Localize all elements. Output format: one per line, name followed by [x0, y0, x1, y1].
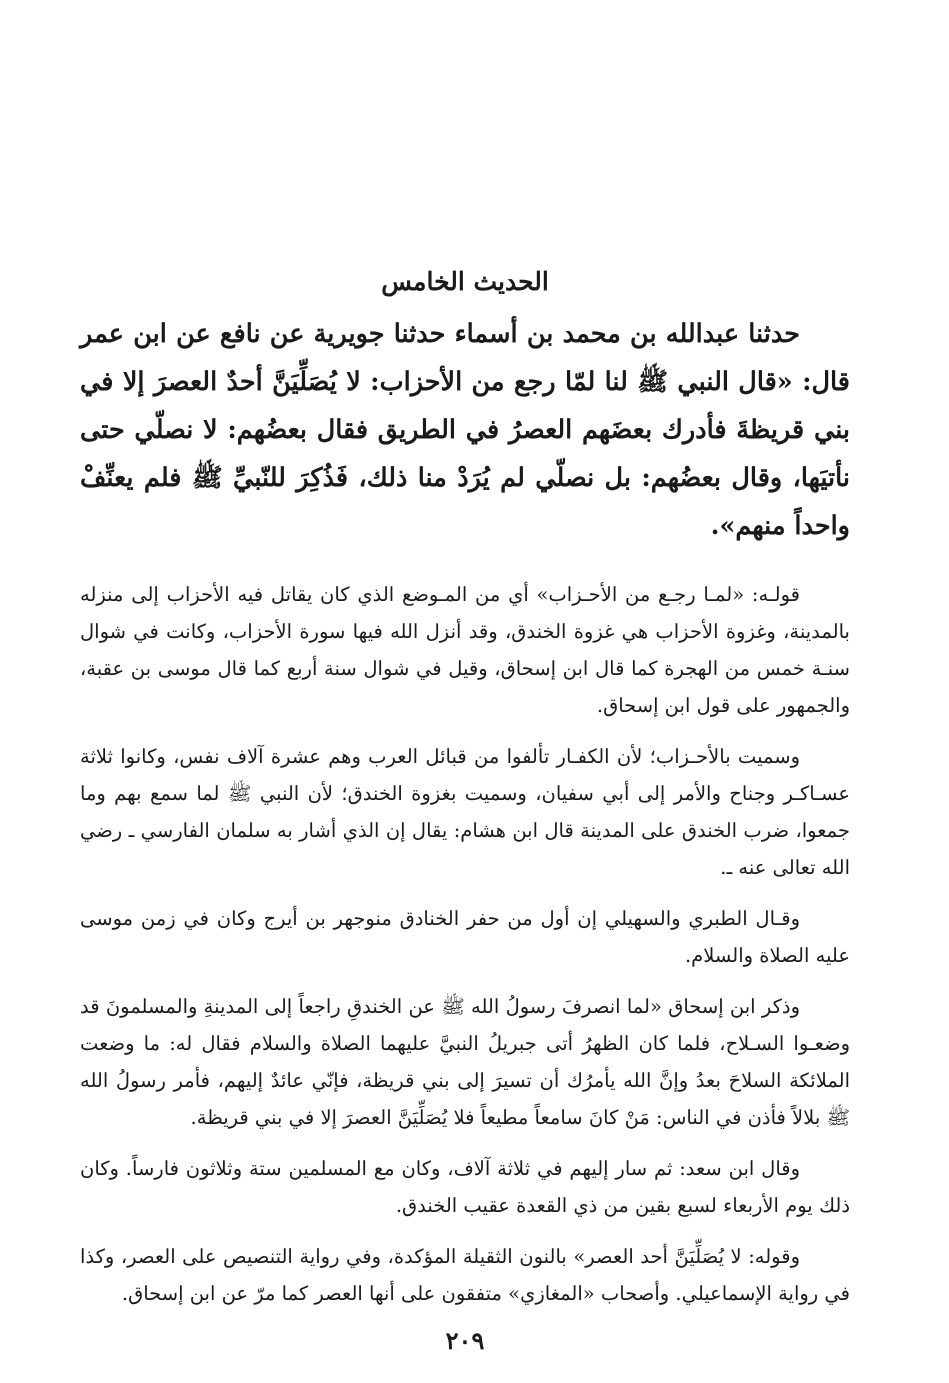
- page-number: ٢٠٩: [445, 1326, 485, 1355]
- commentary-paragraph-6: وقوله: لا يُصَلِّيَنَّ أحد العصر» بالنون الثقيلة المؤكدة، وفي رواية التنصيص على العصر، وكذا في رواية الإسماعيلي. وأصحاب «المغازي» متفقون على أنها العصر كما مرّ عن ابن إسحاق.: [80, 1245, 850, 1305]
- commentary-paragraph-2: وسميت بالأحـزاب؛ لأن الكفـار تألفوا من قبائل العرب وهم عشرة آلاف نفس، وكانوا ثلاثة عسـاكـر وجناح والأمر إلى أبي سفيان، وسميت بغزوة الخندق؛ لأن النبي ﷺ لما سمع بهم وما جمعوا، ضرب الخندق على المدينة قال ابن هشام: يقال إن الذي أشار به سلمان الفارسي ـ رضي الله تعالى عنه ـ.: [80, 745, 850, 879]
- commentary-paragraph-1: قولـه: «لمـا رجـع من الأحـزاب» أي من المـوضع الذي كان يقاتل فيه الأحزاب إلى منزله بالمدينة، وغزوة الأحزاب هي غزوة الخندق، وقد أنزل الله فيها سورة الأحزاب، وكانت في شوال سنـة خمس من الهجرة كما قال ابن إسحاق، وقيل في شوال سنة أربع كما قال موسى بن عقبة، والجمهور على قول ابن إسحاق.: [80, 583, 850, 717]
- page-content: [80, 262, 850, 1356]
- commentary-paragraph-4: وذكر ابن إسحاق «لما انصرفَ رسولُ الله ﷺ عن الخندقِ راجعاً إلى المدينةِ والمسلمونَ قد وضعـوا السـلاح، فلما كان الظهرُ أتى جبريلُ النبيَّ عليهما الصلاة والسلام فقال له: ما وضعت الملائكة السلاحَ بعدُ وإنَّ الله يأمرُك أن تسيرَ إلى بني قريظة، فإنّي عائدٌ إليهم، فأمر رسولُ الله ﷺ بلالاً فأذن في الناس: مَنْ كانَ سامعاً مطيعاً فلا يُصَلِّيَنَّ العصرَ إلا في بني قريظة.: [80, 995, 850, 1129]
- commentary-paragraph-5: وقال ابن سعد: ثم سار إليهم في ثلاثة آلاف، وكان مع المسلمين ستة وثلاثون فارساً. وكان ذلك يوم الأربعاء لسبع بقين من ذي القعدة عقيب الخندق.: [80, 1157, 850, 1217]
- commentary-paragraph-3: وقـال الطبري والسهيلي إن أول من حفر الخنادق منوجهر بن أيرج وكان في زمن موسى عليه الصلاة والسلام.: [80, 907, 850, 967]
- hadith-text: حدثنا عبدالله بن محمد بن أسماء حدثنا جويرية عن نافع عن ابن عمر قال: «قال النبي ﷺ لنا لمّا رجع من الأحزاب: لا يُصَلِّيَنَّ أحدٌ العصرَ إلا في بني قريظةَ فأدرك بعضَهم العصرُ في الطريق فقال بعضُهم: لا نصلّي حتى نأتيَها، وقال بعضُهم: بل نصلّي لم يُرَدْ منا ذلك، فَذُكِرَ للنّبيِّ ﷺ فلم يعنِّفْ واحداً منهم».: [80, 319, 850, 541]
- section-title: الحديث الخامس: [381, 267, 549, 296]
